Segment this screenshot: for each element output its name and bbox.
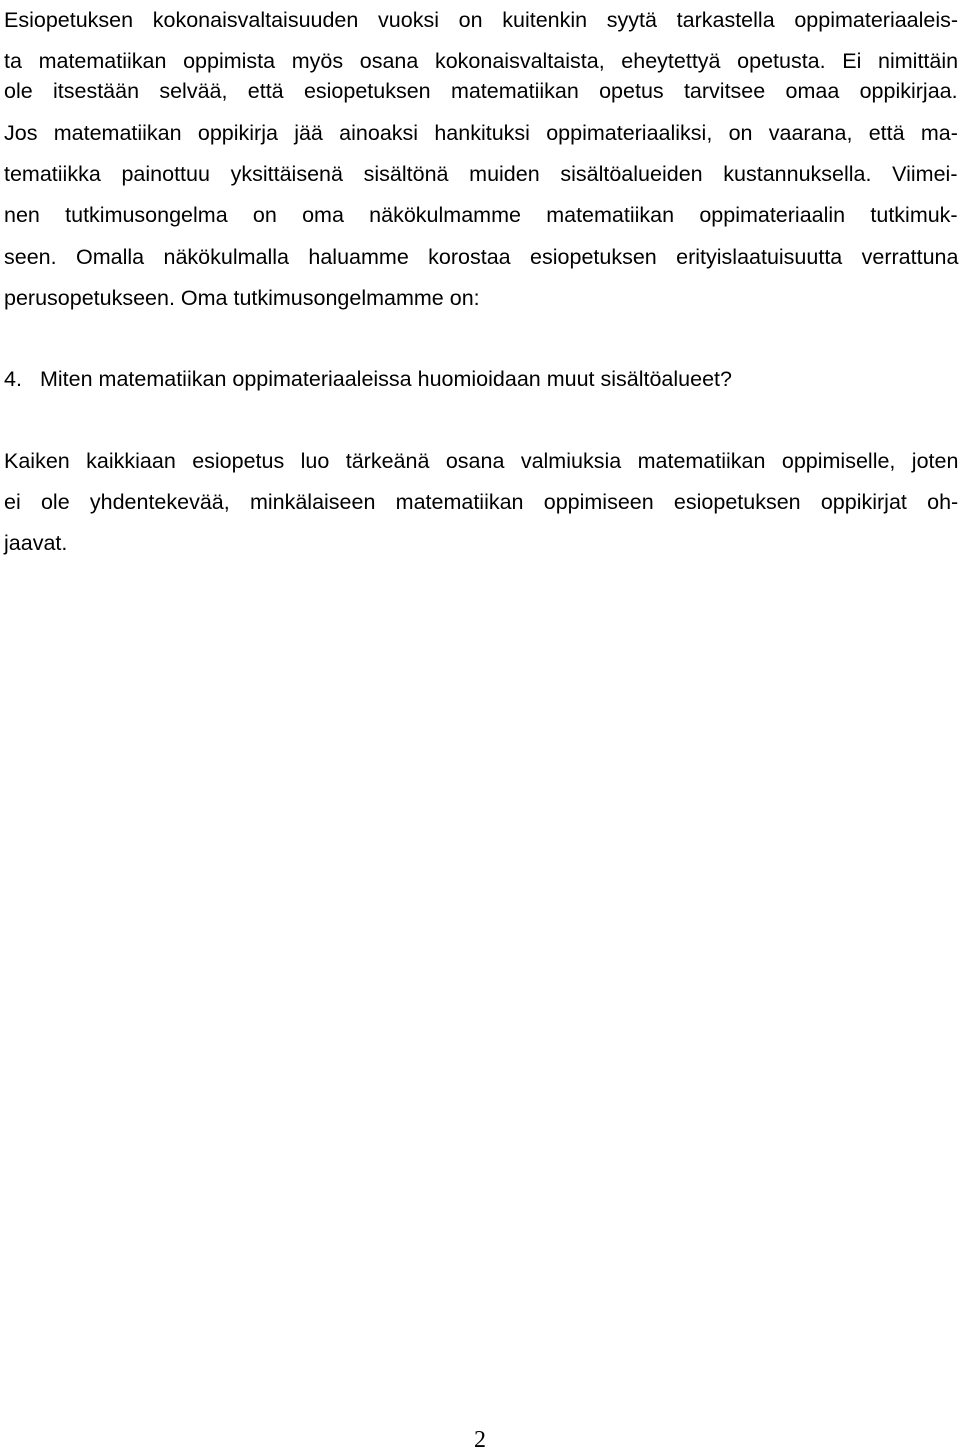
research-question-text: Miten matematiikan oppimateriaaleissa huomioidaan muut sisältöalueet? xyxy=(40,367,732,391)
research-question-item xyxy=(4,359,958,400)
paragraph-1-line-7: seen. Omalla näkökulmalla haluamme korostaa esiopetuksen erityislaatuisuutta verrattuna xyxy=(4,245,959,269)
paragraph-2-line-1: Kaiken kaikkiaan esiopetus luo tärkeänä osana valmiuksia matematiikan oppimiselle, joten xyxy=(4,449,959,473)
research-question-number: 4. xyxy=(4,367,22,391)
page-number: 2 xyxy=(474,1427,486,1453)
paragraph-1-line-2: ta matematiikan oppimista myös osana kokonaisvaltaista, eheytettyä opetusta. Ei nimittäin xyxy=(4,49,959,73)
paragraph-2-line-3: jaavat. xyxy=(4,531,68,555)
paragraph-1-line-8: perusopetukseen. Oma tutkimusongelmamme on: xyxy=(4,286,480,310)
paragraph-1-line-6: nen tutkimusongelma on oma näkökulmamme matematiikan oppimateriaalin tutkimuk- xyxy=(4,203,958,227)
paragraph-1-line-1: Esiopetuksen kokonaisvaltaisuuden vuoksi on kuitenkin syytä tarkastella oppimateriaaleis- xyxy=(4,8,959,32)
paragraph-2-line-2: ei ole yhdentekevää, minkälaiseen matematiikan oppimiseen esiopetuksen oppikirjat oh- xyxy=(4,490,959,514)
paragraph-1-line-5: tematiikka painottuu yksittäisenä sisältönä muiden sisältöalueiden kustannuksella. Viimei- xyxy=(4,162,958,186)
paragraph-1-line-4: Jos matematiikan oppikirja jää ainoaksi hankituksi oppimateriaaliksi, on vaarana, että ma- xyxy=(4,121,958,145)
paragraph-1-line-3: ole itsestään selvää, että esiopetuksen matematiikan opetus tarvitsee omaa oppikirjaa. xyxy=(4,79,958,103)
